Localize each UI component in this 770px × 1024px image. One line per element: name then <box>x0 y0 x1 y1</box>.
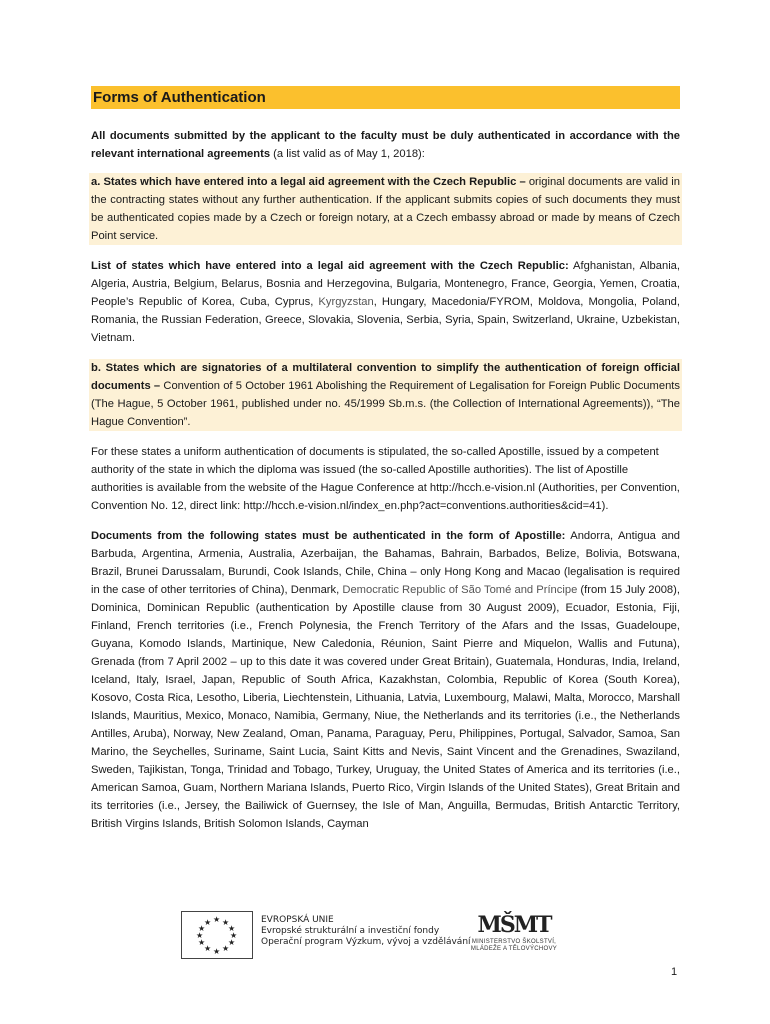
list-a-muted: Kyrgyzstan <box>318 296 374 308</box>
eu-line-1: EVROPSKÁ UNIE <box>261 915 334 925</box>
msmt-label: MINISTERSTVO ŠKOLSTVÍ, MLÁDEŽE A TĚLOVÝCHOVY <box>470 939 558 952</box>
apostille-paragraph: For these states a uniform authentication of documents is stipulated, the so-called Apostille, issued by a competent authority of the state in which the diploma was issued (the so-called Apostille authorities). The list of Apostille authorities is available from the website of the Hague Conference at http://hcch.e-vision.nl (Authorities, per Convention, Convention No. 12, direct link: http://hcch.e-vision.nl/index_en.php?act=conventions.authorities&cid=41). <box>91 446 680 512</box>
eu-line-2: Evropské strukturální a investiční fondy <box>261 926 440 936</box>
intro-bold: All documents submitted by the applicant to the faculty must be duly authenticated in accordance with the relevant international agreements <box>91 130 680 160</box>
eu-line-3: Operační program Výzkum, vývoj a vzdělávání <box>261 937 471 947</box>
msmt-logo <box>467 911 561 961</box>
footer-logos <box>181 911 561 961</box>
page-number: 1 <box>671 966 678 978</box>
list-a-part1: Afghanistan, Albania, Algeria, Austria, Belgium, Belarus, Bosnia and Herzegovina, Bulgaria, Montenegro, France, Georgia, Yemen, Croatia, People’s Republic of Korea, Cuba, Cyprus, <box>91 260 681 308</box>
list-b-part1: Andorra, Antigua and Barbuda, Argentina, Armenia, Australia, Azerbaijan, the Bahamas, Bahrain, Barbados, Belize, Bolivia, Botswana, Brazil, Brunei Darussalam, Burundi, Cook Islands, Chile, China – only Hong Kong and Macao (legalisation is required in the case of other territories of China), Denmark, <box>91 530 681 596</box>
eu-text <box>261 915 471 948</box>
list-b-part2: (from 15 July 2008), Dominica, Dominican Republic (authentication by Apostille clause from 30 August 2009), Ecuador, Estonia, Fiji, Finland, French territories (i.e., French Polynesia, the French Territory of the Afars and the Issas, Guadeloupe, Guyana, Komodo Islands, Martinique, New Caledonia, Réunion, Saint Pierre and Miquelon, Wallis and Futuna), Grenada (from 7 April 2002 – up to this date it was covered under Great Britain), Guatemala, Honduras, India, Ireland, Iceland, Italy, Israel, Japan, Republic of South Africa, Kazakhstan, Colombia, Republic of Korea (South Korea), Kosovo, Costa Rica, Lesotho, Liberia, Liechtenstein, Lithuania, Latvia, Luxembourg, Malawi, Malta, Morocco, Marshall Islands, Mauritius, Mexico, Monaco, Namibia, Germany, Niue, the Netherlands and its territories (i.e., the Netherlands Antilles, Aruba), Norway, New Zealand, Oman, Panama, Paraguay, Peru, Philippines, Portugal, Salvador, Samoa, San Marino, the Seychelles, Suriname, Saint Lucia, Saint Kitts and Nevis, Saint Vincent and the Grenadines, Swaziland, Sweden, Tajikistan, Tonga, Trinidad and Tobago, Turkey, Uruguay, the United States of America and its territories (i.e., American Samoa, Guam, Northern Mariana Islands, Puerto Rico, Virgin Islands of the United States), Great Britain and its territories (i.e., Jersey, the Bailiwick of Guernsey, the Isle of Man, Anguilla, Bermudas, British Antarctic Territory, British Virgins Islands, British Solomon Islands, Cayman <box>91 584 680 830</box>
list-a-paragraph <box>91 257 680 347</box>
list-b-muted: Democratic Republic of São Tomé and Príncipe <box>342 584 578 596</box>
section-a-paragraph <box>89 173 682 245</box>
msmt-logo-mark: MŠMT <box>477 912 551 938</box>
list-b-paragraph <box>91 527 680 833</box>
document-page <box>91 86 680 845</box>
section-b-rest: Convention of 5 October 1961 Abolishing the Requirement of Legalisation for Foreign Public Documents (The Hague, 5 October 1961, published under no. 45/1999 Sb.m.s. (the Collection of International Agreements)), “The Hague Convention”. <box>91 380 680 428</box>
section-a-bold: a. States which have entered into a legal aid agreement with the Czech Republic – <box>91 176 526 188</box>
list-a-part2: , Hungary, Macedonia/FYROM, Moldova, Mongolia, Poland, Romania, the Russian Federation, Greece, Slovakia, Slovenia, Serbia, Syria, Spain, Switzerland, Ukraine, Uzbekistan, Vietnam. <box>91 296 680 344</box>
list-a-bold: List of states which have entered into a legal aid agreement with the Czech Republic: <box>91 260 569 272</box>
section-b-paragraph <box>89 359 682 431</box>
intro-rest: (a list valid as of May 1, 2018): <box>270 148 425 160</box>
section-b-bold: b. States which are signatories of a multilateral convention to simplify the authentication of foreign official documents – <box>91 362 680 392</box>
list-b-bold: Documents from the following states must be authenticated in the form of Apostille: <box>91 530 566 542</box>
intro-paragraph <box>91 127 680 163</box>
section-a-rest: original documents are valid in the contracting states without any further authentication. If the applicant submits copies of such documents they must be authenticated copies made by a Czech or foreign notary, at a Czech embassy abroad or made by means of Czech Point service. <box>91 176 680 242</box>
eu-flag-icon: ★ ★ ★ ★ ★ ★ ★ ★ ★ ★ ★ ★ <box>181 911 253 959</box>
section-heading: Forms of Authentication <box>91 86 680 109</box>
